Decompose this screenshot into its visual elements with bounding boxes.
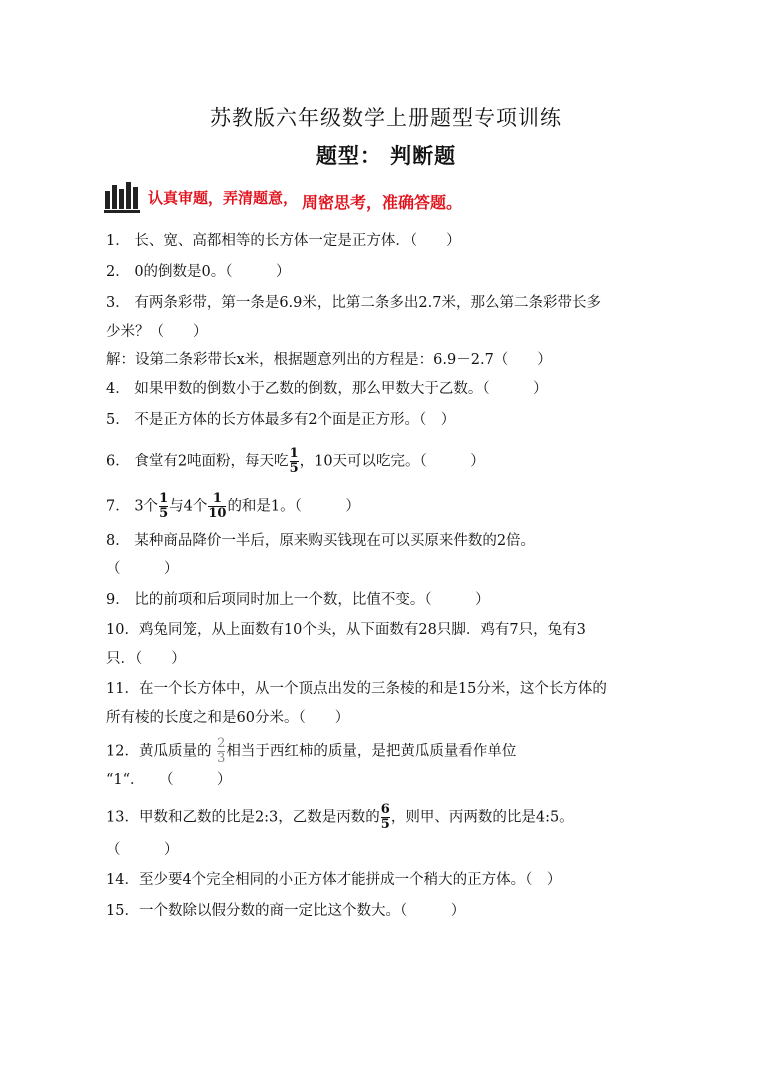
question-6 bbox=[106, 447, 485, 476]
fraction: $\frac{1}{5}$ bbox=[159, 491, 169, 521]
bookshelf-icon bbox=[104, 181, 140, 213]
question-14: 14．至少要4个完全相同的小正方体才能拼成一个稍大的正方体。（ ） bbox=[106, 872, 562, 888]
question-15: 15．一个数除以假分数的商一定比这个数大。（ ） bbox=[106, 903, 466, 919]
question-5: 5． 不是正方体的长方体最多有2个面是正方形。（ ） bbox=[106, 412, 456, 428]
question-7-text-before: 7． 3个 bbox=[106, 498, 159, 515]
question-2: 2． 0的倒数是0。（ ） bbox=[106, 264, 291, 280]
question-3-line3: 解：设第二条彩带长x米，根据题意列出的方程是：6.9－2.7（ ） bbox=[106, 352, 552, 368]
question-10-line2: 只．（ ） bbox=[106, 651, 186, 667]
motto-part2: 周密思考，准确答题。 bbox=[302, 192, 463, 212]
question-9: 9． 比的前项和后项同时加上一个数，比值不变。（ ） bbox=[106, 592, 490, 608]
question-13-text-after: ，则甲、丙两数的比是4:5。 bbox=[390, 809, 574, 826]
question-1: 1． 长、宽、高都相等的长方体一定是正方体．（ ） bbox=[106, 233, 461, 249]
question-12-line2: “1“． （ ） bbox=[106, 772, 232, 788]
question-12-text-after: 相当于西红柿的质量，是把黄瓜质量看作单位 bbox=[226, 743, 517, 760]
question-6-text-after: ，10天可以吃完。（ ） bbox=[299, 453, 485, 470]
fraction: $\frac{1}{10}$ bbox=[208, 491, 227, 521]
question-12-text-before: 12．黄瓜质量的 bbox=[106, 743, 212, 760]
question-10-line1: 10．鸡兔同笼，从上面数有10个头，从下面数有28只脚．鸡有7只，兔有3 bbox=[106, 622, 586, 638]
question-6-text-before: 6． 食堂有2吨面粉，每天吃 bbox=[106, 453, 289, 470]
question-13-line2: （ ） bbox=[106, 842, 179, 858]
page-title: 苏教版六年级数学上册题型专项训练 bbox=[210, 106, 562, 130]
question-11-line1: 11．在一个长方体中，从一个顶点出发的三条棱的和是15分米，这个长方体的 bbox=[106, 681, 607, 697]
question-3-line2: 少米？（ ） bbox=[106, 324, 208, 340]
question-8-line1: 8． 某种商品降价一半后，原来购买钱现在可以买原来件数的2倍。 bbox=[106, 533, 536, 549]
question-7 bbox=[106, 492, 360, 521]
question-11-line2: 所有棱的长度之和是60分米。（ ） bbox=[106, 710, 350, 726]
question-12-line1 bbox=[106, 737, 516, 766]
question-7-text-after: 的和是1。（ ） bbox=[227, 498, 360, 515]
page-subtitle: 题型： 判断题 bbox=[315, 143, 457, 168]
question-4: 4． 如果甲数的倒数小于乙数的倒数，那么甲数大于乙数。（ ） bbox=[106, 381, 548, 397]
question-3-line1: 3． 有两条彩带，第一条是6.9米，比第二条多出2.7米，那么第二条彩带长多 bbox=[106, 295, 601, 311]
question-13-line1 bbox=[106, 803, 574, 832]
motto-part1: 认真审题，弄清题意， bbox=[148, 188, 299, 207]
fraction: $\frac{2}{3}$ bbox=[217, 736, 226, 766]
motto-banner bbox=[104, 180, 462, 214]
question-8-line2: （ ） bbox=[106, 561, 179, 577]
fraction: $\frac{1}{5}$ bbox=[289, 446, 299, 476]
question-13-text-before: 13．甲数和乙数的比是2:3，乙数是丙数的 bbox=[106, 809, 380, 826]
question-7-text-mid: 与4个 bbox=[169, 498, 208, 515]
fraction: $\frac{6}{5}$ bbox=[380, 802, 390, 832]
